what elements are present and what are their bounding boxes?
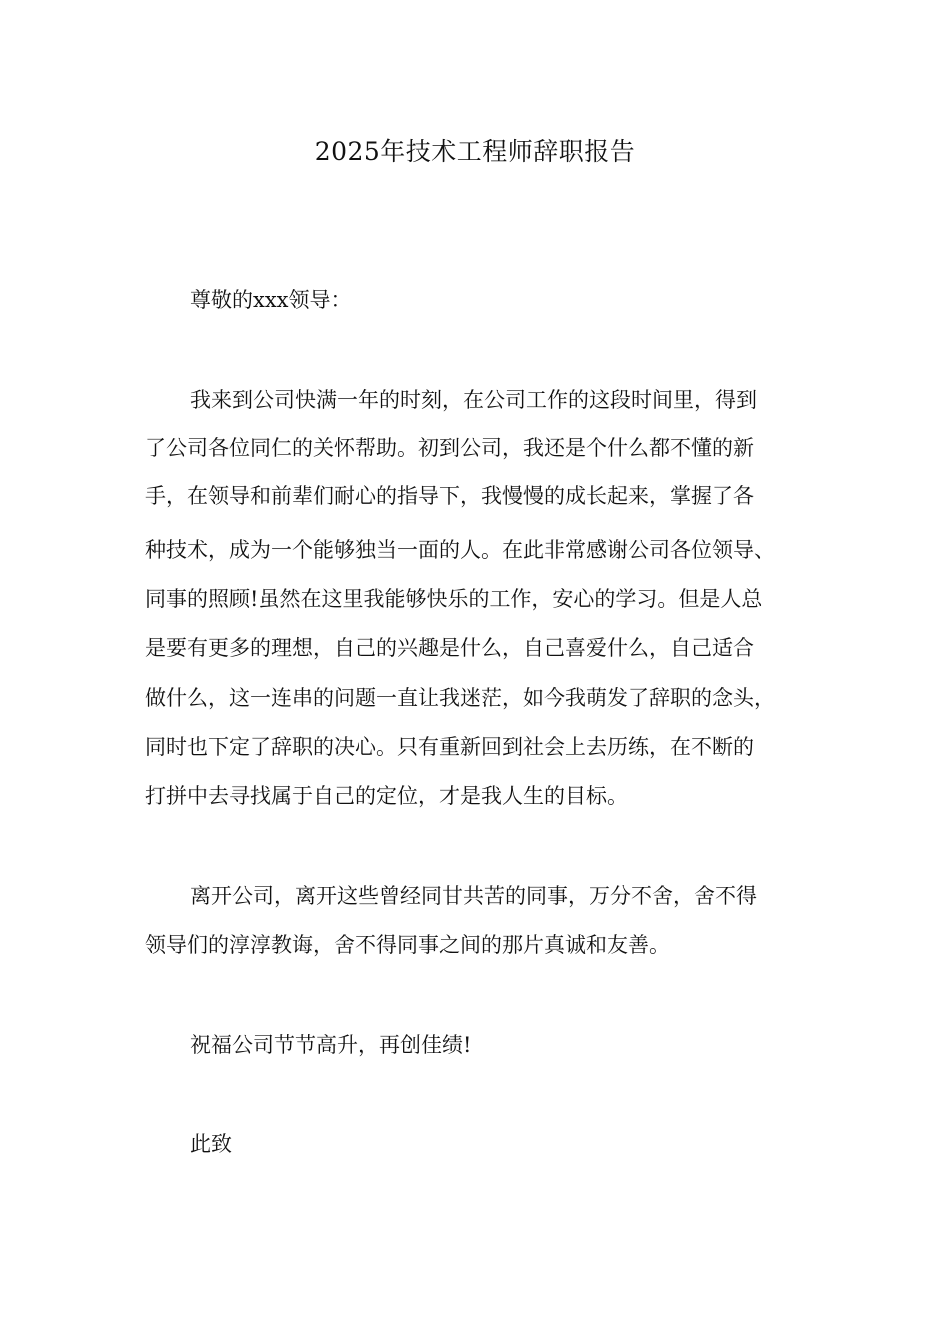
blessing-text: 祝福公司节节高升，再创佳绩! — [190, 1033, 472, 1057]
paragraph-line: 种技术，成为一个能够独当一面的人。在此非常感谢公司各位领导、 — [145, 538, 775, 562]
paragraph-line: 打拼中去寻找属于自己的定位，才是我人生的目标。 — [145, 784, 628, 808]
paragraph-line: 是要有更多的理想，自己的兴趣是什么，自己喜爱什么，自己适合 — [145, 636, 754, 660]
page-title: 2025年技术工程师辞职报告 — [314, 137, 636, 166]
paragraph-line: 领导们的淳淳教诲，舍不得同事之间的那片真诚和友善。 — [145, 933, 670, 957]
paragraph-line: 同事的照顾!虽然在这里我能够快乐的工作，安心的学习。但是人总 — [145, 587, 763, 611]
paragraph-line: 手，在领导和前辈们耐心的指导下，我慢慢的成长起来，掌握了各 — [145, 484, 754, 508]
paragraph-line: 我来到公司快满一年的时刻，在公司工作的这段时间里，得到 — [190, 388, 757, 412]
paragraph-line: 同时也下定了辞职的决心。只有重新回到社会上去历练，在不断的 — [145, 735, 754, 759]
paragraph-line: 离开公司，离开这些曾经同甘共苦的同事，万分不舍，舍不得 — [190, 884, 757, 908]
closing-text: 此致 — [190, 1132, 232, 1156]
paragraph-line: 了公司各位同仁的关怀帮助。初到公司，我还是个什么都不懂的新 — [145, 436, 754, 460]
paragraph-line: 做什么，这一连串的问题一直让我迷茫，如今我萌发了辞职的念头， — [145, 686, 775, 710]
salutation: 尊敬的xxx领导： — [190, 288, 352, 312]
